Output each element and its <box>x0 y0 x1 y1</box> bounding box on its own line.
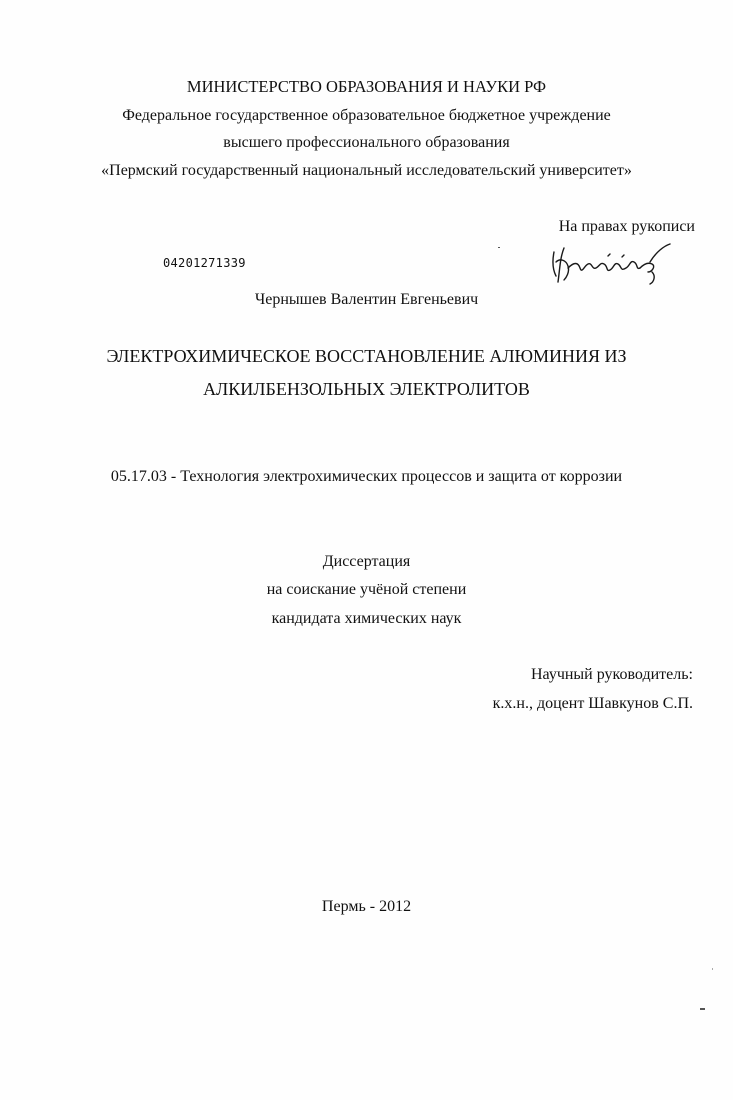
university-name: «Пермский государственный национальный исследовательский университет» <box>101 162 632 179</box>
city-year: Пермь - 2012 <box>321 898 412 915</box>
institution-line-1: Федеральное государственное образовательное бюджетное учреждение <box>122 107 611 124</box>
advisor-label: Научный руководитель: <box>530 666 693 683</box>
scan-speck <box>700 1008 705 1010</box>
signature-icon <box>548 238 676 288</box>
specialty-code: 05.17.03 - Технология электрохимических процессов и защита от коррозии <box>110 468 623 485</box>
advisor-name: к.х.н., доцент Шавкунов С.П. <box>492 695 693 712</box>
ministry-heading: МИНИСТЕРСТВО ОБРАЗОВАНИЯ И НАУКИ РФ <box>186 77 547 96</box>
degree-line-2: кандидата химических наук <box>271 610 462 627</box>
scan-speck <box>498 247 500 248</box>
dissertation-label: Диссертация <box>322 553 411 570</box>
manuscript-rights-note: На правах рукописи <box>558 218 695 235</box>
document-number: 04201271339 <box>163 256 246 270</box>
degree-line-1: на соискание учёной степени <box>266 581 467 598</box>
author-name: Чернышев Валентин Евгеньевич <box>254 291 479 308</box>
scan-speck <box>712 968 713 970</box>
dissertation-title-line-1: ЭЛЕКТРОХИМИЧЕСКОЕ ВОССТАНОВЛЕНИЕ АЛЮМИНИЯ ИЗ <box>106 346 627 366</box>
dissertation-title-line-2: АЛКИЛБЕНЗОЛЬНЫХ ЭЛЕКТРОЛИТОВ <box>203 379 530 399</box>
institution-line-2: высшего профессионального образования <box>223 134 510 151</box>
